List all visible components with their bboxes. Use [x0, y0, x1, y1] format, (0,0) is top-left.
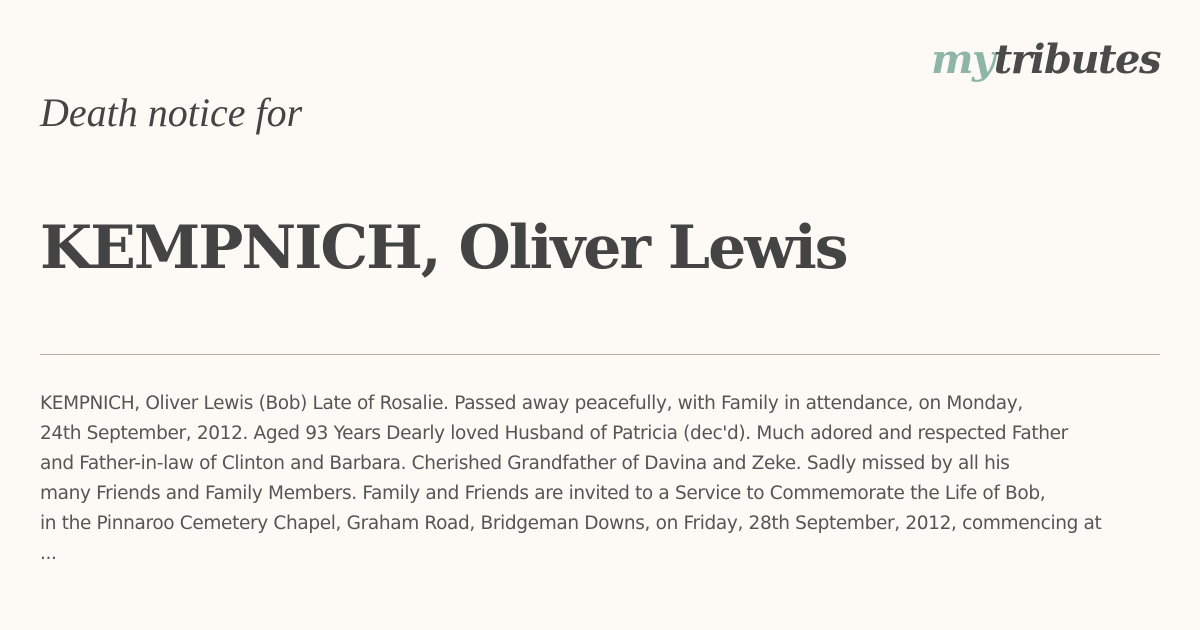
logo-my-text: my	[931, 36, 994, 83]
notice-line: and Father-in-law of Clinton and Barbara. Cherished Grandfather of Davina and Zeke. Sadly missed by all his	[40, 453, 1010, 474]
deceased-name: KEMPNICH, Oliver Lewis	[40, 213, 847, 283]
notice-kicker: Death notice for	[40, 90, 303, 135]
logo-tributes-text: tributes	[993, 36, 1160, 83]
notice-line: many Friends and Family Members. Family and Friends are invited to a Service to Commemorate the Life of Bob,	[40, 483, 1046, 504]
notice-body	[40, 389, 1200, 571]
notice-ellipsis: ...	[40, 543, 57, 564]
mytributes-logo[interactable]	[931, 34, 1160, 86]
notice-line: in the Pinnaroo Cemetery Chapel, Graham Road, Bridgeman Downs, on Friday, 28th September, 2012, commencing at	[40, 513, 1102, 534]
notice-line: 24th September, 2012. Aged 93 Years Dearly loved Husband of Patricia (dec'd). Much adored and respected Father	[40, 423, 1068, 444]
section-divider	[40, 354, 1160, 355]
notice-line: KEMPNICH, Oliver Lewis (Bob) Late of Rosalie. Passed away peacefully, with Family in attendance, on Monday,	[40, 393, 1023, 414]
